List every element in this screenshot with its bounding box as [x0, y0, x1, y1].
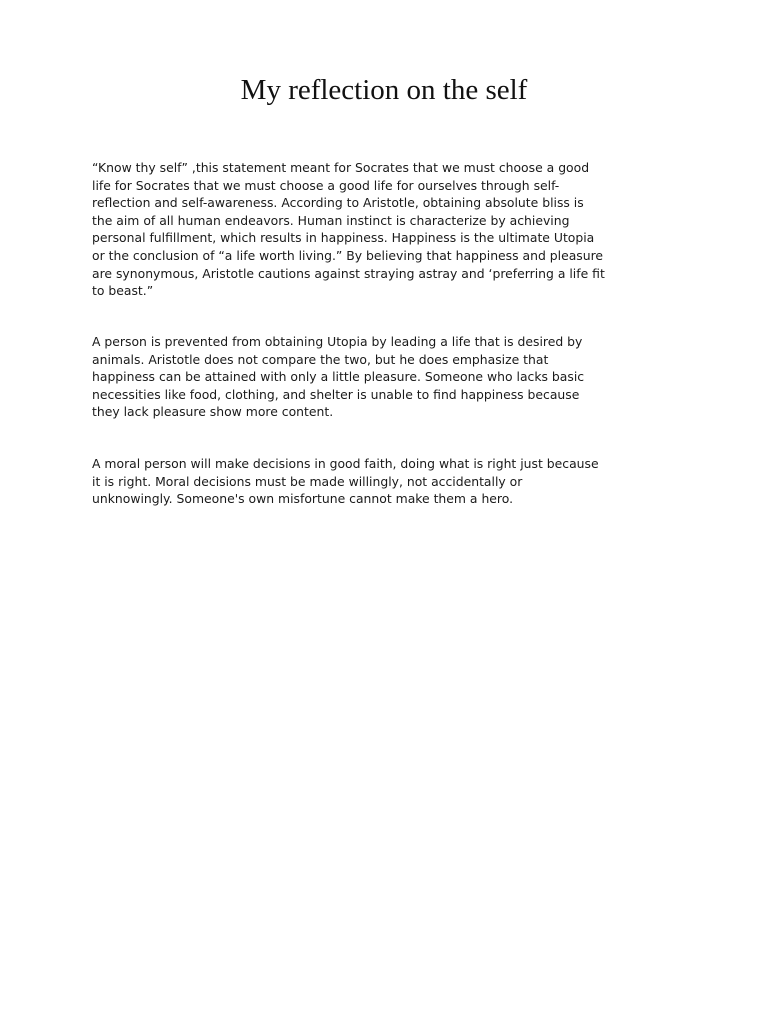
paragraph-moral-person: A moral person will make decisions in good faith, doing what is right just because it is right. Moral decisions must be made willingly, not accidentally or unknowingly. Someone's own misfortune cannot make them a hero.: [92, 456, 599, 507]
document-title: My reflection on the self: [240, 74, 528, 106]
paragraph-utopia: A person is prevented from obtaining Utopia by leading a life that is desired by animals. Aristotle does not compare the two, but he does emphasize that happiness can be attained with only a little pleasure. Someone who lacks basic necessities like food, clothing, and shelter is unable to find happiness because they lack pleasure show more content.: [92, 334, 585, 420]
paragraph-know-thy-self: “Know thy self” ,this statement meant for Socrates that we must choose a good life for Socrates that we must choose a good life for ourselves through self- reflection and self-awareness. According to Aristotle, obtaining absolute bliss is the aim of all human endeavors. Human instinct is characterize by achieving personal fulfillment, which results in happiness. Happiness is the ultimate Utopia or the conclusion of “a life worth living.” By believing that happiness and pleasure are synonymous, Aristotle cautions against straying astray and ‘preferring a life fit to beast.”: [92, 160, 605, 299]
